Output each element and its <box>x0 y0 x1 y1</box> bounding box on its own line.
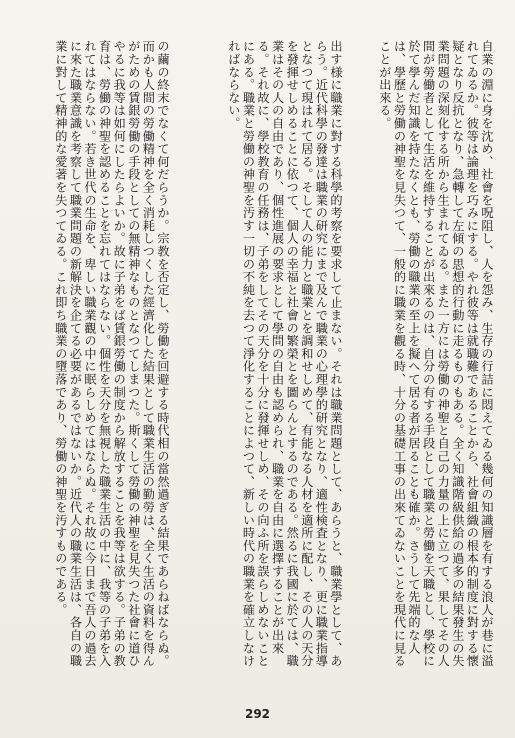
paragraph-middle: 出す様に職業に對する科學的考察を要求して止まない。それは職業問題として、あらうと、職業學として、あらう。近代科學の發達は職業の研究にまで及んで職業の心理學的研究となり、適性検査となり、更に職業指導となつて現はれて居る。そして人の能力と職業とを調和せしめて、有能なる人材を適所に配し、その人の天分を發揮せしめることに依つて、個人の幸福と社會の繁榮とを圖らんとするのである。然るに我國に於ては、職業はその人の自由であり、個性進展の要求として學問の自由も認められ、職業を自由に選擇することが出來る。それ故に、學校教育の任務は、子弟をしてその天分を十分に發揮せしめ、その向ふ所を誤らしめないことにある。職業と勞働の神聖を汚す一切の不純を去つて淨化することによつて、新しい時代の職業を確立しなければならない。 <box>226 40 343 668</box>
text-column-right <box>356 40 494 670</box>
paragraph-left: の繭の終末でなくて何だらうか。宗教を否定し、勞働を回避する時代相の當然過ぎる結果であらねばならぬ。而かも人間の勞働精神を全く消耗しつくした經濟化した結果として職業生活の勤勞は、全く生活の資料を得んがための賃銀勞働の手段としての無精神なものとなつてしまつた。斯くして勞働の神聖を見失つた社會に道ひやるに我等は如何にしたらよいか。故に子弟をば賃銀勞働の制度から解放することを我等は欲する。子弟の教育は、勞働の神聖を認めることを忘れてはならない。個性を天分を無視した職業生活の中に、我等の子弟を入れてはならない。若き世代の生命を、卑しい職業觀の中に眠らしめてはならぬ。それ故に今日まで吾人の過去に來た職業意識を考察して職業問題の新解決を企てる必要があるではないか。近代人の職業生活は、各自の職業に對して精神的な愛著を失つてゐる。これ即ち職業の墮落であり、勞働の神聖を汚すものである。 <box>53 40 170 668</box>
paragraph-right: 自業の淵に身を沈め、社會を呪阻し、人を怨み、生存の行詰に悶えてゐる幾何の知識層を有する浪人が巷に溢れてゐるか。彼等は論理を巧みにする。やれ彼等は就職難であることから、社會組織の根本的制度に對する懷疑となり反抗となり、急轉して左傾の思想的行動に走るものもある。全く知識階級供給の過多の結果發生の失業問題の深刻化する所から生まれてゐる。また一方には勞働の神聖と自己の力量の上に立つて、果してその人間が勞働者として生活を維持することが出來るのは、自分の有する手段として職業と勞働を天職とし、學校に於て學んだ知識を持たなくとも、勞働の職業の至上を擬へて居る者が居ることも確か。さうして先端的な人は、學歷と勞働の神聖を見失つて、一般的に職業を觀る時、十分の基礎工事の出來てゐないことを現代に見ることが出來る。 <box>377 40 494 668</box>
page-number: 292 <box>244 707 271 721</box>
text-column-left <box>22 40 170 670</box>
text-column-middle <box>183 40 343 670</box>
